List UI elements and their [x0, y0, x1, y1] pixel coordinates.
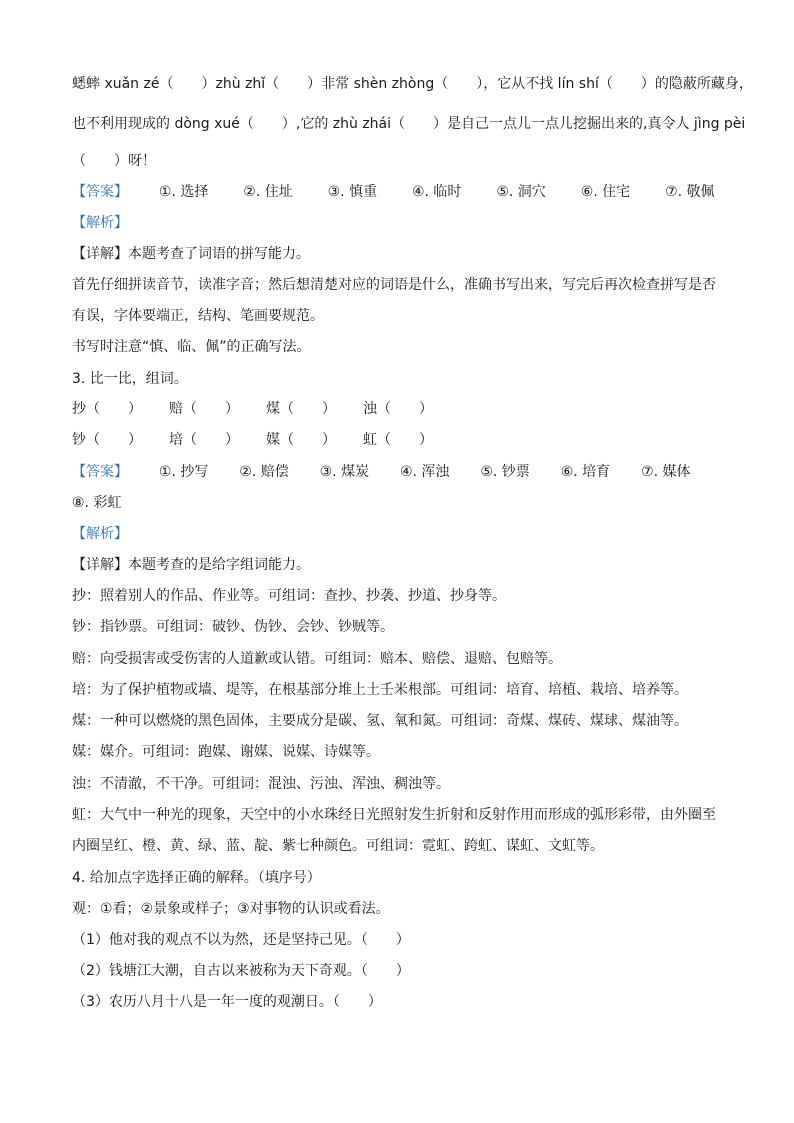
question-4-title: 4. 给加点字选择正确的解释。（填序号） [72, 870, 321, 886]
explanation-line: 钞：指钞票。可组词：破钞、伪钞、会钞、钞贼等。 [72, 619, 394, 635]
explanation-line: 虹：大气中一种光的现象，天空中的小水珠经日光照射发生折射和反射作用而形成的弧形彩带，由外圈至 [72, 807, 716, 823]
q2-paragraph: 书写时注意“慎、临、佩”的正确写法。 [72, 339, 311, 355]
answer-item: ⑥. 培育 [560, 464, 611, 480]
answer-item: ①. 选择 [158, 184, 209, 200]
answer-item: ②. 赔偿 [239, 464, 289, 480]
word-blank: 钞（ ） [72, 432, 142, 448]
q2-text-line-2: 也不利用现成的 dòng xué（ ）,它的 zhù zhái（ ）是自己一点儿一点儿挖掘出来的,真令人 jìng pèi [72, 116, 746, 132]
answer-item: ①. 抄写 [158, 464, 209, 480]
q3-row-2 [72, 430, 460, 450]
explanation-line: 培：为了保护植物或墙、堤等，在根基部分堆上土壬米根部。可组词：培育、培植、栽培、培养等。 [72, 682, 688, 698]
explanation-line: 浊：不清澈，不干净。可组词：混浊、污浊、浑浊、稠浊等。 [72, 776, 450, 792]
word-blank: 赔（ ） [169, 401, 239, 417]
answer-tag: 【答案】 [72, 464, 128, 480]
answer-item: ⑦. 敬佩 [665, 184, 715, 200]
question-item: （1）他对我的观点不以为然，还是坚持己见。（ ） [72, 932, 410, 948]
answer-item: ⑦. 媒体 [641, 464, 691, 480]
analysis-tag: 【解析】 [72, 526, 128, 542]
q2-paragraph: 有误，字体要端正，结构、笔画要规范。 [72, 308, 324, 324]
word-blank: 抄（ ） [72, 401, 142, 417]
word-blank: 煤（ ） [266, 401, 336, 417]
q2-paragraph: 首先仔细拼读音节，读准字音；然后想清楚对应的词语是什么，准确书写出来，写完后再次检查拼写是否 [72, 277, 716, 293]
word-blank: 媒（ ） [266, 432, 336, 448]
definition-line: 观：①看；②景象或样子；③对事物的认识或看法。 [72, 901, 390, 917]
answer-item: ⑥. 住宅 [580, 184, 631, 200]
question-item: （3）农历八月十八是一年一度的观潮日。（ ） [72, 994, 382, 1010]
word-blank: 浊（ ） [363, 401, 433, 417]
q3-row-1 [72, 399, 460, 419]
word-blank: 虹（ ） [363, 432, 433, 448]
explanation-line: 赔：向受损害或受伤害的人道歉或认错。可组词：赔本、赔偿、退赔、包赔等。 [72, 651, 562, 667]
answer-item: ③. 慎重 [327, 184, 378, 200]
answer-tag: 【答案】 [72, 184, 128, 200]
question-3-title: 3. 比一比，组词。 [72, 371, 188, 387]
explanation-line: 抄：照着别人的作品、作业等。可组词：查抄、抄袭、抄道、抄身等。 [72, 588, 506, 604]
answer-item: ⑤. 洞穴 [496, 184, 546, 200]
explanation-line: 煤：一种可以燃烧的黑色固体，主要成分是碳、氢、氧和氮。可组词：奇煤、煤砖、煤球、煤油等。 [72, 713, 688, 729]
question-item: （2）钱塘江大潮，自古以来被称为天下奇观。（ ） [72, 963, 410, 979]
q2-text-line-3: （ ）呀！ [72, 153, 156, 169]
answer-item: ⑤. 钞票 [480, 464, 530, 480]
word-blank: 培（ ） [169, 432, 239, 448]
q2-text-line-1: 蟋蟀 xuǎn zé（ ）zhù zhǐ（ ）非常 shèn zhòng（ ），它从不找 lín shí（ ）的隐蔽所藏身， [72, 76, 753, 92]
answer-item: ③. 煤炭 [319, 464, 370, 480]
answer-item: ④. 浑浊 [399, 464, 450, 480]
answer-item: ②. 住址 [243, 184, 293, 200]
analysis-tag: 【解析】 [72, 215, 128, 231]
q3-answer-row [72, 462, 691, 482]
answer-item: ④. 临时 [411, 184, 462, 200]
explanation-line: 内圈呈红、橙、黄、绿、蓝、靛、紫七种颜色。可组词：霓虹、跨虹、谋虹、文虹等。 [72, 838, 604, 854]
detail-heading: 【详解】本题考查的是给字组词能力。 [72, 557, 310, 573]
explanation-line: 媒：媒介。可组词：跑媒、谢媒、说媒、诗媒等。 [72, 744, 380, 760]
q2-answer-row [72, 182, 715, 202]
detail-heading: 【详解】本题考查了词语的拼写能力。 [72, 246, 310, 262]
answer-item: ⑧. 彩虹 [72, 495, 122, 511]
